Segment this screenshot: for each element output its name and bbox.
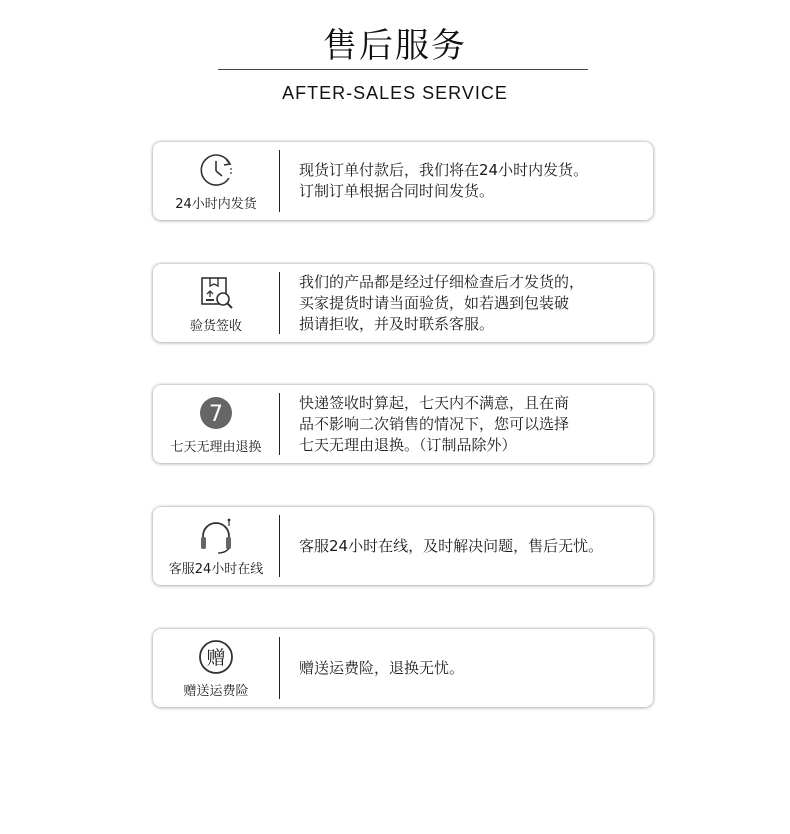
svg-text:7: 7 xyxy=(209,402,223,427)
headset-icon xyxy=(196,515,236,555)
service-description: 客服24小时在线，及时解决问题，售后无忧。 xyxy=(299,536,604,555)
service-label: 验货签收 xyxy=(189,319,242,334)
seven-day-icon xyxy=(196,393,236,433)
service-label: 客服24小时在线 xyxy=(168,562,264,577)
page-title: 售后服务 xyxy=(323,26,467,66)
card-divider xyxy=(279,272,280,334)
package-inspect-icon xyxy=(196,272,236,312)
page-subtitle: AFTER-SALES SERVICE xyxy=(282,83,508,103)
card-divider xyxy=(279,150,280,212)
service-label: 七天无理由退换 xyxy=(170,440,262,455)
service-label: 赠送运费险 xyxy=(183,684,249,699)
service-card-inspection xyxy=(153,264,653,342)
svg-text:赠: 赠 xyxy=(206,647,226,669)
service-description: 现货订单付款后，我们将在24小时内发货。 订制订单根据合同时间发货。 xyxy=(299,161,589,200)
gift-icon xyxy=(196,637,236,677)
card-divider xyxy=(279,637,280,699)
service-card-shipping-insurance xyxy=(153,629,653,707)
service-label: 24小时内发货 xyxy=(175,197,257,212)
service-card-shipping xyxy=(153,142,653,220)
card-divider xyxy=(279,393,280,455)
clock-icon xyxy=(196,150,236,190)
title-rule xyxy=(218,69,588,70)
service-description: 我们的产品都是经过仔细检查后才发货的， 买家提货时请当面验货，如若遇到包装破 损请拒收，并及时联系客服。 xyxy=(299,272,585,333)
service-card-customer-service xyxy=(153,507,653,585)
card-divider xyxy=(279,515,280,577)
service-description: 赠送运费险，退换无忧。 xyxy=(299,658,465,677)
service-card-seven-day-return xyxy=(153,385,653,463)
service-description: 快递签收时算起，七天内不满意，且在商 品不影响二次销售的情况下，您可以选择 七天无理由退换。（订制品除外） xyxy=(299,393,570,454)
